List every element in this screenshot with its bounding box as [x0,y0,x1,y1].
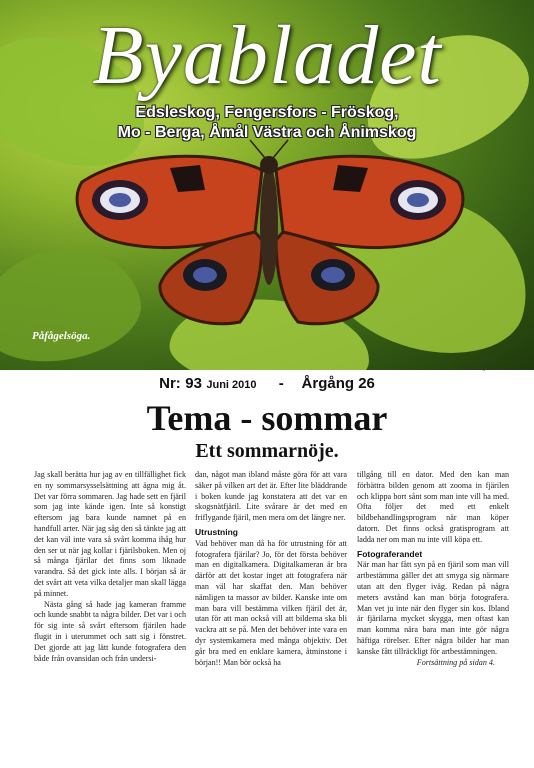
section-heading: Utrustning [195,526,238,537]
masthead-subline-2: Mo - Berga, Åmål Västra och Ånimskog [117,124,417,141]
continuation-note: Fortsättning på sidan 4. [416,657,495,667]
issue-number: 93 [185,375,202,392]
section-heading: Fotograferandet [357,548,423,559]
paragraph: Jag skall berätta hur jag av en tillfällighet fick en ny sommarsysselsättning att ägna mig åt. Det var förra sommaren. Jag hade sett en fjäril som jag inte kände igen. Inte så konstigt eftersom jag bara kunde namnet på en handfull arter. När jag såg den så tänkte jag att det kan väl inte vara så svårt komma ihåg hur den ser ut när jag kollar i fjärilsboken. Men oj så många fjärilar det finns som liknade varandra. Så det gick inte alls. I början så är det svårt att veta vilka detaljer man skall lägga på minnet. [34,470,186,598]
paragraph: Vad behöver man då ha för utrustning för att fotografera fjärilar? Jo, för det första behöver man en digitalkamera. Digitalkameran är bra därför att det kostar inget att fotografera när man väl har skaffat den. Man behöver nämligen ta massor av bilder. Kanske inte om man bara vill bestämma vilken fjäril det är, utan för att man också vill att bilderna ska bli vackra att se på. Men det behöver inte vara en dyr systemkamera med många objektiv. Det går bra med en enklare kamera, åtminstone i början!! Man bör också ha [195,538,347,667]
paragraph: tillgång till en dator. Med den kan man förbättra bilden genom att zooma in fjärilen och klippa bort sånt som man inte vill ha med. Ofta följer det med ett enkelt bildbehandlingsprogram när man köper datorn. Det finns också gratisprogram att ladda ner om man nu inte vill köpa ett. [357,470,509,544]
issue-nr-label: Nr: [159,375,181,392]
masthead-title: Byabladet [92,9,442,102]
photo-credit: Foto: Birger Olsson. [462,366,508,372]
article-title: Tema - sommar [146,398,388,438]
article-subtitle: Ett sommarnöje. [195,440,339,462]
article-column-3 [357,470,509,668]
cover-photo [0,0,534,370]
issue-line [0,375,534,393]
issue-separator: - [278,375,284,392]
masthead-subline-1: Edsleskog, Fengersfors - Fröskog, [135,104,399,121]
issue-volume: Årgång 26 [301,375,375,392]
paragraph: När man har fått syn på en fjäril som man vill artbestämma gäller det att smyga sig närmare utan att den flyger iväg. Redan på några meters avstånd kan man börja fotografera. Man vet ju inte när den flyger sin kos. Ibland är fjärilarna mycket skygga, men oftast kan man komma nära bara man inte gör några häftiga rörelser. Efter några bilder har man kanske fått tillräckligt för artbestämningen. [357,560,509,656]
paragraph: dan, något man ibland måste göra för att vara säker på vilken art det är. Efter lite bläddrande i boken kunde jag konstatera att det var en skogsnätfjäril. Lite svårare är det med en friflygande fjäril, men mera om det längre ner. [195,470,347,523]
paragraph: Nästa gång så hade jag kameran framme och kunde snabbt ta några bilder. Det var i och för sig inte så svårt eftersom fjärilen hade flugit in i uterummet och satt sig i fönstret. Det gjorde att jag lätt kunde fotografera den både från ovansidan och från undersi- [34,599,186,663]
issue-date: Juni 2010 [206,379,257,391]
article-column-2 [195,470,347,668]
photo-caption: Påfågelsöga. [32,330,91,342]
article-column-1 [34,470,186,664]
